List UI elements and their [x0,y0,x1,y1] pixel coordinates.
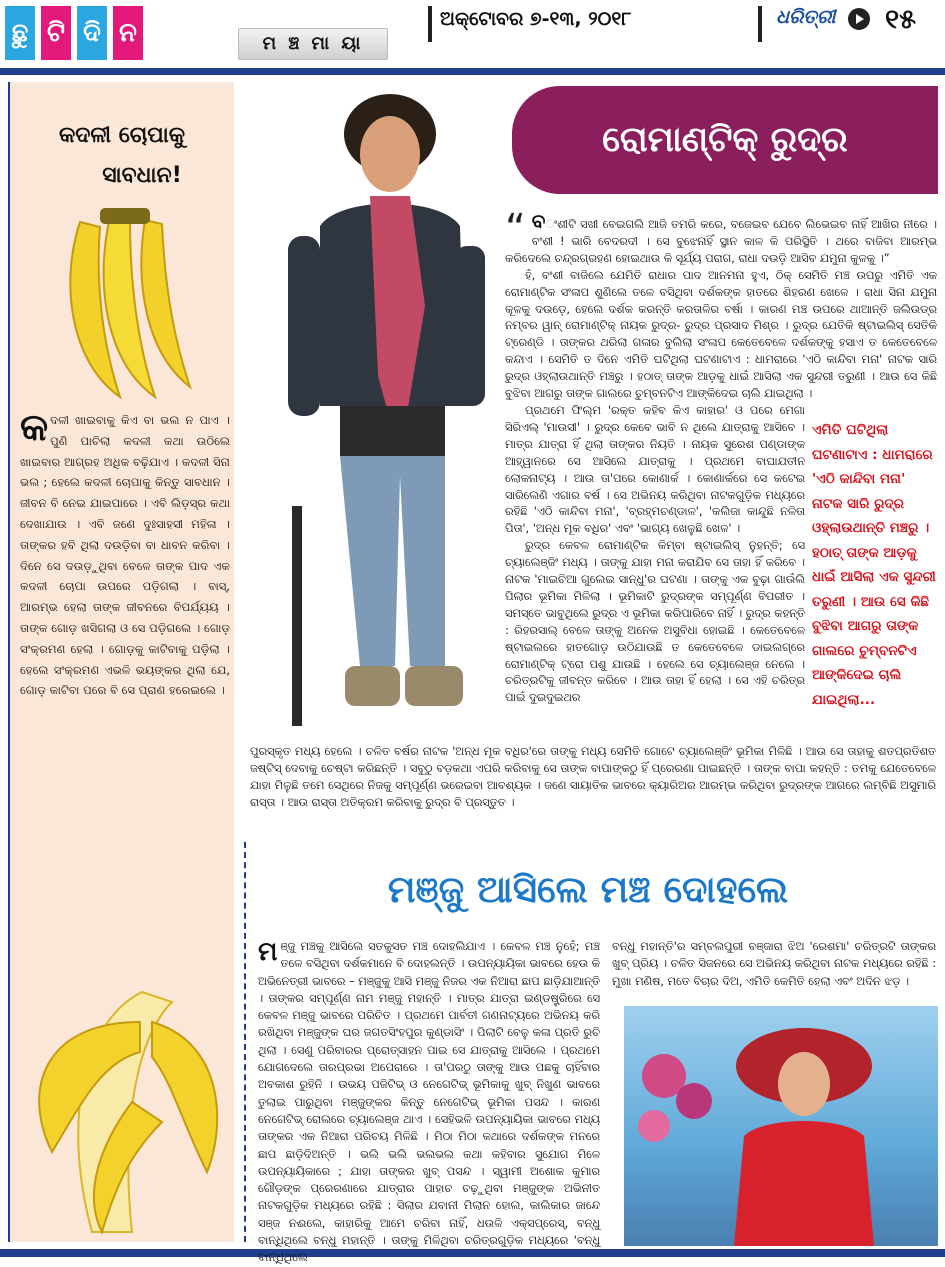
rudra-paragraph: ପ୍ରଥମେ ଫିଲ୍ମ 'ରକ୍ତ କହିବ କିଏ କାହାର' ଓ ପରେ ମେଗା ସିରିଏଲ୍ 'ମାଉସୀ' । ରୁଦ୍ର କେବେ ଭାବି ନ ଥିଲେ ଯାତ୍ରାକୁ ଆସିବେ । ମାତ୍ର ଯାତ୍ରା ହିଁ ଥିଲା ତାଙ୍କର ନିୟତି । ନାୟକ ସୁରେଶ ପଣ୍ଡାଙ୍କ ଆହ୍ୱାନରେ ସେ ଆସିଲେ ଯାତ୍ରାକୁ । ପ୍ରଥମେ ବାଘାଯତୀନ ଲୋକନାଟ୍ୟ । ଆଉ ତା'ପରେ କୋଣାର୍କ । କୋଣାର୍କରେ ସେ କଟେଇ ସାରିଲେଣି ଏଗାର ବର୍ଷ । ସେ ଅଭିନୟ କରିଥିବା ନାଟକଗୁଡ଼ିକ ମଧ୍ୟରେ ରହିଛି 'ଏଠି କାନ୍ଦିବା ମନା', 'ବ୍ରହ୍ମଚଣ୍ଡାଳ', 'କଲିଜା କାନ୍ଦୁଛି ନଳିତା ପିତା', 'ଅନ୍ଧ ମୂକ ବଧିର' ଏବଂ 'ଭାଗ୍ୟ ଖେଳୁଛି ଖେଳ' । [505,403,805,536]
sidebar-text: ଦଳୀ ଖାଇବାକୁ କିଏ ବା ଭଲ ନ ପାଏ । ପୁଣି ପାଚିଲା କଦଳୀ କଥା ଉଠିଲେ ଖାଇବାର ଆଗ୍ରହ ଅଧିକ ବଢ଼ିଯାଏ । କଦଳୀ ସିନା ଭଲ ; ହେଲେ କଦଳୀ ଚୋପାକୁ କିନ୍ତୁ ସାବଧାନ । ଜୀବନ ବି ନେଇ ଯାଇପାରେ । ଏବି ଲିଡ଼ସ୍ର କଥା ଦେଖାଯାଉ । ଏବି ଜଣେ ଦୁଃସାହସୀ ମହିଳା । ତାଙ୍କର ହବି ଥିଲା ଦଉଡ଼ିବା ବା ଧାବନ କରିବା । ଦିନେ ସେ ଦଉଡ଼ୁଥିବା ବେଳେ ତାଙ୍କ ପାଦ ଏକ କଦଳୀ ଚୋପା ଉପରେ ପଡ଼ିଗଲା । ବାସ୍, ଆରମ୍ଭ ହେଲା ତାଙ୍କ ଜୀବନରେ ବିପର୍ଯ୍ୟୟ । ତାଙ୍କ ଗୋଡ଼ ଖସିଗଲା ଓ ସେ ପଡ଼ିଗଲେ । ଗୋଡ଼ ସଂକ୍ରମଣ ହେଲା । ଗୋଡ଼କୁ କାଟିବାକୁ ପଡ଼ିଲା । ହେଲେ ସଂକ୍ରମଣ ଏଭଳି ଭୟଙ୍କର ଥିଲା ଯେ, ଗୋଡ଼ କାଟିବା ପରେ ବି ସେ ପ୍ରାଣ ହରେଇଲେ । [20,413,230,698]
sidebar-banana [8,82,234,1242]
drop-cap: କ [20,405,49,449]
manju-article-left: ମଞ୍ଜୁ ମଞ୍ଚକୁ ଆସିଲେ ସତକୁସତ ମଞ୍ଚ ଦୋହଲିଯାଏ । କେବଳ ମଞ୍ଚ ନୁହେଁ; ମଞ୍ଚ ତଳେ ବସିଥିବା ଦର୍ଶକମାନେ ବି ଦୋହଲନ୍ତି । ଉପନ୍ୟାୟିକା ଭାବରେ ହେଉ କି ଅଭିନେତ୍ରୀ ଭାବରେ – ମଞ୍ଜୁକୁ ଆସି ମଞ୍ଜୁ ନିଜର ଏକ ନିଆରା ଛାପ ଛାଡ଼ିଯାଆନ୍ତି । ତାଙ୍କର ସମ୍ପୂର୍ଣ୍ଣ ନାମ ମଞ୍ଜୁ ମହାନ୍ତି । ମାତ୍ର ଯାତ୍ରା ଇଣ୍ଡଷ୍ଟ୍ରିରେ ସେ କେବଳ ମଞ୍ଜୁ ଭାବରେ ପରିଚିତ । ପ୍ରଥମେ ପାର୍ବତୀ ଗଣନାଟ୍ୟରେ ଅଭିନୟ କରି ରଖିଥିବା ମଞ୍ଜୁଙ୍କ ଘର ଜଗତସିଂହପୁର କୁଣ୍ଡାସିଂ । ପିଲାଟି ବେଳୁ କଳା ପ୍ରତି ରୁଚି ଥିଲା । ସେଣୁ ପରିବାରର ପ୍ରୋତ୍ସାହନ ପାଇ ସେ ଯାତ୍ରାକୁ ଆସିଲେ । ପ୍ରଥମେ ଯୋଗଦେଲେ ତାରପ୍ରଭା ଅପେରାରେ । ତା'ପରଠୁ ତାଙ୍କୁ ଆଉ ପଛକୁ ଚାହିଁବାର ଅବକାଶ ରୁହିନି । ଉଭୟ ପଜିଟିଭ୍ ଓ ନେଗେଟିଭ୍ ଭୂମିକାକୁ ଖୁବ୍ ନିଖୁଣ ଭାବରେ ତୁଲାଇ ପାରୁଥିବା ମଞ୍ଜୁଙ୍କର କିନ୍ତୁ ନେଗେଟିଭ୍ ଭୂମିକା ପସନ୍ଦ । କାରଣ ନେଗେଟିଭ୍ ରୋଲରେ ଚ୍ୟାଲେଞ୍ଜ ଥାଏ । ସେହିଭଳି ଉପନ୍ୟାୟିକା ଭାବରେ ମଧ୍ୟ ତାଙ୍କର ଏକ ନିଆରା ପରିଚୟ ମିଳିଛି । ମିଠା ମିଠା କଥାରେ ଦର୍ଶକଙ୍କ ମନରେ ଛାପ ଛାଡ଼ିଦିଅନ୍ତି । ଭଲି ଭଲି ଭଲଭଲ କଥା କହିବାର ସୁଯୋଗ ମିଳେ ଉପନ୍ୟାୟିକାରେ ; ଯାହା ତାଙ୍କର ଖୁବ୍ ପସନ୍ଦ । ସ୍ୱାମୀ ଅଶୋକ କୁମାର ଗୌଡ଼ଙ୍କ ପ୍ରେରଣାରେ ଯାତ୍ରାର ପାହାଚ ଚଢ଼ୁଥିବା ମଞ୍ଜୁଙ୍କ ଅଭିନୀତ ନାଟକଗୁଡ଼ିକ ମଧ୍ୟରେ ରହିଛି : ସିଲାର ଯବାନୀ ମିଲାନ ହୋଲ, କାଲିକାର ଜାନ୍ଦେ ସଞ୍ଜ ନଈଲେ, କାହାରିକୁ ଆମେ ଚରିବା ନାହିଁ, ଧଉଳି ଏକ୍ସପ୍ରେସ୍, ବନ୍ଧୁ ବାନ୍ଧିଥିଲେ ବନ୍ଧୁ ମହାନ୍ତି । ତାଙ୍କୁ ମିଳିଥିବା ଚରିତ୍ରଗୁଡ଼ିକ ମଧ୍ୟରେ 'ବନ୍ଧୁ ବାନ୍ଧିଥିଲେ [258,937,600,1265]
drop-cap: ବ [531,209,546,233]
peeled-banana-image [22,982,232,1242]
magazine-logo: ମ ଞ୍ଚ ମା ୟା [238,28,388,60]
rudra-paragraph: ପୁରସ୍କୃତ ମଧ୍ୟ ହେଲେ । ଚଳିତ ବର୍ଷର ନାଟକ 'ଅନ୍ଧ ମୂକ ବଧିର'ରେ ତାଙ୍କୁ ମଧ୍ୟ ସେମିତି ଗୋଟେ ଚ୍ୟାଲେଞ୍ଜିଂ ଭୂମିକା ମିଳିଛି । ଆଉ ସେ ତାହାକୁ ଶତପ୍ରତିଶତ ଜଷ୍ଟିସ୍ ଦେବାକୁ ଚେଷ୍ଟା କରିଛନ୍ତି । ସବୁଠୁ ବଡ଼କଥା ଏପରି କରିବାକୁ ସେ ତାଙ୍କ ବାପାଙ୍କଠୁ ହିଁ ପ୍ରେରଣା ପାଇଛନ୍ତି । ତାଙ୍କ ବାପା କହନ୍ତି : ତମକୁ ଯେତେବେଳେ ଯାହା ମିଳୁଛି ତମେ ସେଥିରେ ନିଜକୁ ସମ୍ପୂର୍ଣ୍ଣ ଭରେଇବା ଆବଶ୍ୟକ । ଜଣେ ସାୟାତିକ ଭାବରେ କ୍ୟାରିଅର ଆରମ୍ଭ କରିଥିବା ରୁଦ୍ରଙ୍କ ଆଗରେ ଲମ୍ବିଛି ଅସୁମାରି ରାସ୍ତା । ଆଉ ରାସ୍ତା ଅତିକ୍ରମ କରିବାକୁ ରୁଦ୍ର ବି ପ୍ରସ୍ତୁତ । [250,745,936,809]
pull-quote: ଏମିତି ଘଟିଥିଲା ଘଟଣାଟାଏ : ଧାମରାରେ 'ଏଠି କାନ୍ଦିବା ମନା' ନାଟକ ସାରି ରୁଦ୍ର ଓହ୍ଲାଉଥାନ୍ତି ମଞ୍ଚରୁ । ହଠାତ୍ ତାଙ୍କ ଆଡ଼କୁ ଧାଇଁ ଆସିଲା ଏକ ସୁନ୍ଦରୀ ତରୁଣୀ । ଆଉ ସେ କିଛି ବୁଝିବା ଆଗରୁ ତାଙ୍କ ଗାଲରେ ଚୁମ୍ବନଟିଏ ଆଙ୍କିଦେଇ ଚାଲି ଯାଇଥିଲା... [812,422,936,708]
section-logo-letter: ଦି [77,6,107,60]
section-logo-letter: ଛୁ [5,6,35,60]
quote-mark: “ [505,206,526,252]
rudra-paragraph: ହଁ, ବଂଶୀ ବାଜିଲେ ଯେମିତି ରାଧାର ପାଦ ଆନମନା ହୁଏ, ଠିକ୍ ସେମିତି ମଞ୍ଚ ଉପରୁ ଏମିତି ଏକ ରୋମାଣ୍ଟିକ ସଂଳାପ ଶୁଣିଲେ ତଳେ ବସିଥିବା ଦର୍ଶକଙ୍କ ହାତରେ ଶିହରଣ ଖେଳେ । ରାଧା ସିନା ଯମୁନା କୂଳକୁ ଦଉଡ଼େ, ହେଲେ ଦର୍ଶକ କରନ୍ତି କରତାଳିର ବର୍ଷା । କାରଣ ମଞ୍ଚ ଉପରେ ଥାଆନ୍ତି ଜଲିଉଡ୍‌ର ନମ୍ବର ୱାନ୍ ରୋମାଣ୍ଟିକ୍ ନାୟକ ରୁଦ୍ର- ରୁଦ୍ର ପ୍ରସାଦ ମିଶ୍ର । ରୁଦ୍ର ଯେତିକି ଷ୍ଟାଇଲିସ୍ ସେତିକି ଟ୍ରେଣ୍ଡି । ତାଙ୍କର ଥରିଲା ଗଳାର ବୁଲିଲା ସଂଳାପ କେତେବେଳେ ଦର୍ଶକଙ୍କୁ ହସାଏ ତ କେତେବେଳେ କନ୍ଦାଏ । ସେମିତି ତ ଦିନେ ଏମିତି ଘଟିଥିଲା ଘଟଣାଟାଏ : ଧାମରାରେ 'ଏଠି କାନ୍ଦିବା ମନା' ନାଟକ ସାରି ରୁଦ୍ର ଓହ୍ଲାଉଥାନ୍ତି ମଞ୍ଚରୁ । ହଠାତ୍ ତାଙ୍କ ଆଡ଼କୁ ଧାଇଁ ଆସିଲା ଏକ ସୁନ୍ଦରୀ ତରୁଣୀ । ଆଉ ସେ କିଛି ବୁଝିବା ଆଗରୁ ତାଙ୍କ ଗାଲରେ ଚୁମ୍ବନଟିଏ ଆଙ୍କିଦେଇ ଚାଲି ଯାଇଥିଲା । [505,268,937,401]
brand-logo: ଧରିତ୍ରୀ [776,6,836,28]
section-logo-letter: ନ [113,6,143,60]
rudra-paragraph: “ ବଂଶୀଟି ସଖୀ ବେଇଗଲି ଆଜି ତମରି କରେ, ବଜେଇବ ଯେବେ ଲିଭେଇବ ନାହିଁ ଆଖିର ନୀରେ । ବଂଶୀ ! ଭାରି ବେଦରଦୀ । ସେ ବୁଝେନାହିଁ ସ୍ଥାନ କାଳ କି ପରିସ୍ଥିତି । ଥରେ ବାଜିବା ଆରମ୍ଭ କରିଦେଲେ ଚନ୍ଦ୍ରଗ୍ରହଣ ହୋଇଥାଉ କି ସୂର୍ଯ୍ୟ ପରାଗ, ରାଧା ଦଉଡ଼ି ଆସିବ ଯମୁନା କୁଳକୁ ।” [505,206,937,265]
section-logo-letter: ଟି [41,6,71,60]
sidebar-title [10,116,234,196]
sidebar-title-line: କଦଳୀ ଚୋପାକୁ [58,123,186,148]
header-rule [0,68,945,75]
drop-cap: ମ [258,937,278,967]
manju-article-right: ବନ୍ଧୁ ମହାନ୍ତି'ର ସମ୍ବଲପୁରୀ ବଞ୍ଜାରା ଝିଅ 'ରେଶମା' ଚରିତ୍ରଟି ତାଙ୍କର ଖୁବ୍ ପ୍ରିୟ । ଚଳିତ ସିଜନରେ ସେ ଅଭିନୟ କରିଥିବା ନାଟକ ମଧ୍ୟରେ ରହିଛି : ମୁଖା ମଣିଷ, ମତେ ବିଚାର ଦିଅ, ଏମିତି କେମିତି ହେଲା ଏବଂ ଅଦିନ ଝଡ଼ । [612,940,936,988]
rudra-paragraph: ରୁଦ୍ର କେବଳ ରୋମାଣ୍ଟିକ କିମ୍ବା ଷ୍ଟାଇଲିସ୍ ନୁହନ୍ତି; ସେ ଚ୍ୟାଲେଞ୍ଜିଂ ମଧ୍ୟ । ତାଙ୍କୁ ଯାହା ମନା କରାଯିବ ସେ ତାହା ହିଁ କରିବେ । ନାଟକ 'ମାଇଚିଆ ଗୁଲେଇ ସାନ୍ଧୁ'ର ଘଟଣା । ତାଙ୍କୁ ଏକ ବୁଢ଼ା ଗାଉଁଲି ପିଲାର ଭୂମିକା ମିଳିଲା । ଭୂମିକାଟି ରୁଦ୍ରଙ୍କ ସମ୍ପୂର୍ଣ୍ଣ ବିପରୀତ । ସମସ୍ତେ ଭାବୁଥିଲେ ରୁଦ୍ର ଏ ଭୂମିକା କରିପାରିବେ ନାହିଁ । ରୁଦ୍ର କହନ୍ତି : ରିହରସାଲ୍ ବେଳେ ତାଙ୍କୁ ଅନେକ ଅସୁବିଧା ହୋଇଛି । କେତେବେଳେ ଷ୍ଟାଇଲରେ ହାତଗୋଡ଼ ଉଠିଯାଉଛି ତ କେତେବେଳେ ଡାଇଲଗ୍‌ରେ ରୋମାଣ୍ଟିକ୍ ଟ୍ରୋ ପଶୁ ଯାଉଛି । ହେଲେ ସେ ଚ୍ୟାଲେଞ୍ଜ ନେଲେ । ଚରିତ୍ରଟିକୁ ଜୀବନ୍ତ କରିବେ । ଆଉ ତାହା ହିଁ ହେଲା । ସେ ଏହି ଚରିତ୍ର ପାଇଁ ଦୁଇଦୁଇଥର [505,539,805,705]
actor-rudra-photo [250,76,500,726]
sidebar-title-line: ସାବଧାନ! [102,163,182,188]
divider [428,6,432,42]
sidebar-body [20,405,230,701]
banana-bunch-image [50,202,200,412]
play-icon [848,8,870,30]
divider [758,6,762,42]
manju-headline: ମଞ୍ଜୁ ଆସିଲେ ମଞ୍ଚ ଦୋହଲେ [387,868,789,911]
actress-manju-photo [624,1006,938,1246]
page-number: ୧୫ [885,4,916,35]
page-header [0,0,945,70]
rudra-headline: ରୋମାଣ୍ଟିକ୍ ରୁଦ୍ର [512,86,938,194]
issue-date: ଅକ୍ଟୋବର ୭-୧୩, ୨୦୧୮ [440,8,632,30]
